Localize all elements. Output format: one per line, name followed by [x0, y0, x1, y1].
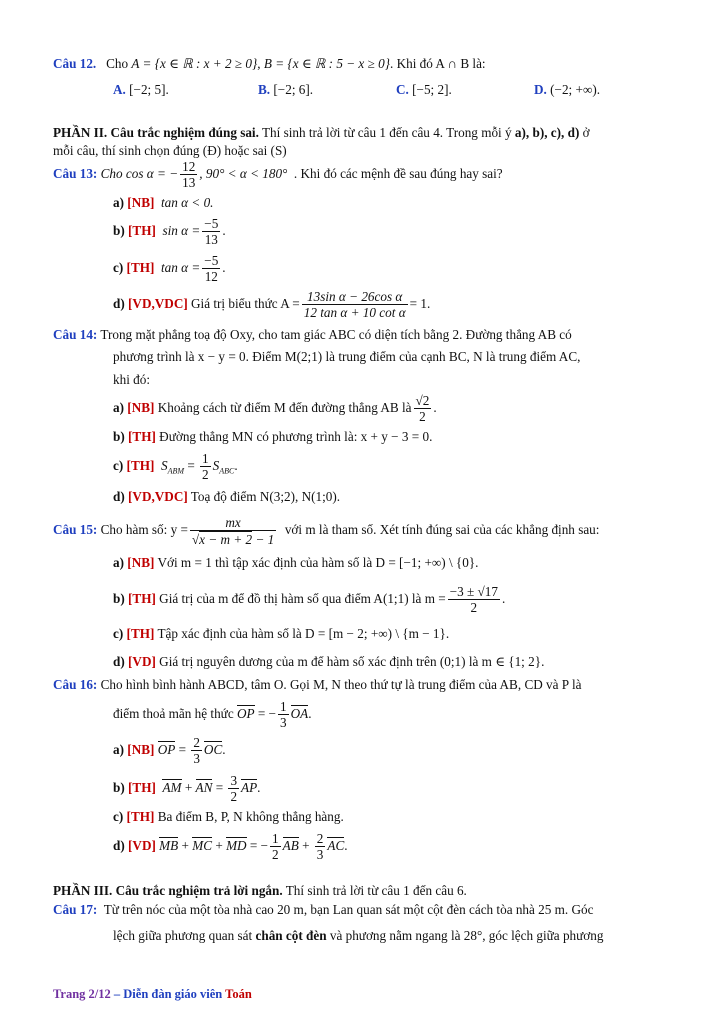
part2-instr: Thí sinh trả lời từ câu 1 đến câu 4. Trong mỗi ý	[258, 125, 515, 140]
q15-item-d: d) [VD] Giá trị nguyên dương của m để hàm số xác định trên (0;1) là m ∈ {1; 2}.	[113, 654, 545, 669]
q12-line: Câu 12. Cho A = {x ∈ ℝ : x + 2 ≥ 0}, B = {x ∈ ℝ : 5 − x ≥ 0}. Khi đó A ∩ B là:	[53, 56, 486, 71]
q13-item-d: d) [VD,VDC] Giá trị biểu thức A = $\frac{\text{13sin α − 26cos α}}{\text{12 tan α + 10 cot α}}$ = 1.	[113, 289, 431, 321]
q14-label: Câu 14:	[53, 327, 98, 342]
q16-item-c: c) [TH] Ba điểm B, P, N không thẳng hàng.	[113, 809, 344, 824]
part2-items: a), b), c), d)	[514, 125, 580, 140]
q15-item-c: c) [TH] Tập xác định của hàm số là D = [m − 2; +∞) \ {m − 1}.	[113, 626, 450, 641]
q15-item-b: b) [TH] Giá trị của m để đồ thị hàm số qua điểm A(1;1) là m = $\frac{-3 \pm √17}{2}$ .	[113, 584, 506, 616]
q14-item-c: c) [TH] $S_{ABM}$ = $\frac{1}{2}$ $S_{ABC}$.	[113, 451, 238, 483]
q14-line3: khi đó:	[113, 372, 150, 387]
q13-label: Câu 13:	[53, 166, 98, 181]
q15-stem: Câu 15: Cho hàm số: y = $\frac{mx}{√x - m + 2 - 1}$ với m là tham số. Xét tính đúng sai của các khẳng định sau:	[53, 514, 600, 547]
footer-subject: Toán	[222, 987, 252, 1001]
q13-item-c: c) [TH] tan α = $\frac{-5}{12}$ .	[113, 253, 226, 285]
q12-ask: . Khi đó A ∩ B là:	[389, 56, 486, 71]
q12-set-a: A = {x ∈ ℝ : x + 2 ≥ 0}	[131, 56, 258, 71]
q17-line2: lệch giữa phương quan sát chân cột đèn và phương nằm ngang là 28°, góc lệch giữa phương	[113, 928, 604, 943]
q13-frac: $\frac{12}{13}$	[182, 159, 196, 191]
q14-item-a: a) [NB] Khoảng cách từ điểm M đến đường thẳng AB là $\frac{√2}{2}$ .	[113, 393, 437, 425]
q12-intro: Cho	[106, 56, 129, 71]
q17-label: Câu 17:	[53, 902, 98, 917]
q12-label: Câu 12.	[53, 56, 97, 71]
q16-line1: Câu 16: Cho hình bình hành ABCD, tâm O. Gọi M, N theo thứ tự là trung điểm của AB, CD và P là	[53, 677, 582, 692]
q15-label: Câu 15:	[53, 522, 98, 537]
q12-option-a: A. [−2; 5].	[113, 82, 169, 97]
q15-item-a: a) [NB] Với m = 1 thì tập xác định của hàm số là D = [−1; +∞) \ {0}.	[113, 555, 479, 570]
q16-item-a: a) [NB] OP = $\frac{2}{3}$ OC.	[113, 735, 226, 767]
footer-page-number: Trang 2/12	[53, 987, 111, 1001]
q12-option-c: C. [−5; 2].	[396, 82, 452, 97]
q16-line2: điểm thoả mãn hệ thức OP = − $\frac{1}{3}$ OA.	[113, 699, 312, 731]
q16-item-b: b) [TH] AM + AN = $\frac{3}{2}$ AP.	[113, 773, 261, 805]
q14-item-b: b) [TH] Đường thẳng MN có phương trình là: x + y − 3 = 0.	[113, 429, 433, 444]
q14-line1: Câu 14: Trong mặt phẳng toạ độ Oxy, cho tam giác ABC có diện tích bằng 2. Đường thẳng AB có	[53, 327, 572, 342]
q17-line1: Câu 17: Từ trên nóc của một tòa nhà cao 20 m, bạn Lan quan sát một cột đèn cách tòa nhà 25 m. Góc	[53, 902, 594, 917]
q12-option-b: B. [−2; 6].	[258, 82, 314, 97]
part3-heading-line: PHẦN III. Câu trắc nghiệm trả lời ngắn. Thí sinh trả lời từ câu 1 đến câu 6.	[53, 883, 467, 898]
part3-heading: PHẦN III. Câu trắc nghiệm trả lời ngắn.	[53, 883, 283, 898]
part2-instr-line2: mỗi câu, thí sinh chọn đúng (Đ) hoặc sai (S)	[53, 143, 287, 158]
footer-forum: Diễn đàn giáo viên	[123, 987, 223, 1001]
q12-set-b: B = {x ∈ ℝ : 5 − x ≥ 0}	[263, 56, 390, 71]
q13-stem: Câu 13: Cho cos α = − $\frac{12}{13}$ , 90° < α < 180° . Khi đó các mệnh đề sau đúng hay sai?	[53, 159, 503, 191]
part2-heading-line: PHẦN II. Câu trắc nghiệm đúng sai. Thí sinh trả lời từ câu 1 đến câu 4. Trong mỗi ý a), b), c), d) ở	[53, 125, 590, 140]
q14-item-d: d) [VD,VDC] Toạ độ điểm N(3;2), N(1;0).	[113, 489, 341, 504]
q13-item-b: b) [TH] sin α = $\frac{-5}{13}$ .	[113, 216, 226, 248]
part2-heading: PHẦN II. Câu trắc nghiệm đúng sai.	[53, 125, 259, 140]
page-footer: Trang 2/12 – Diễn đàn giáo viên Toán	[53, 987, 252, 1001]
q12-option-d: D. (−2; +∞).	[534, 82, 601, 97]
q16-item-d: d) [VD] MB + MC + MD = − $\frac{1}{2}$ AB + $\frac{2}{3}$ AC.	[113, 831, 348, 863]
q16-label: Câu 16:	[53, 677, 98, 692]
q14-line2: phương trình là x − y = 0. Điểm M(2;1) là trung điểm của cạnh BC, N là trung điểm AC,	[113, 349, 581, 364]
q13-item-a: a) [NB] tan α < 0.	[113, 195, 214, 210]
